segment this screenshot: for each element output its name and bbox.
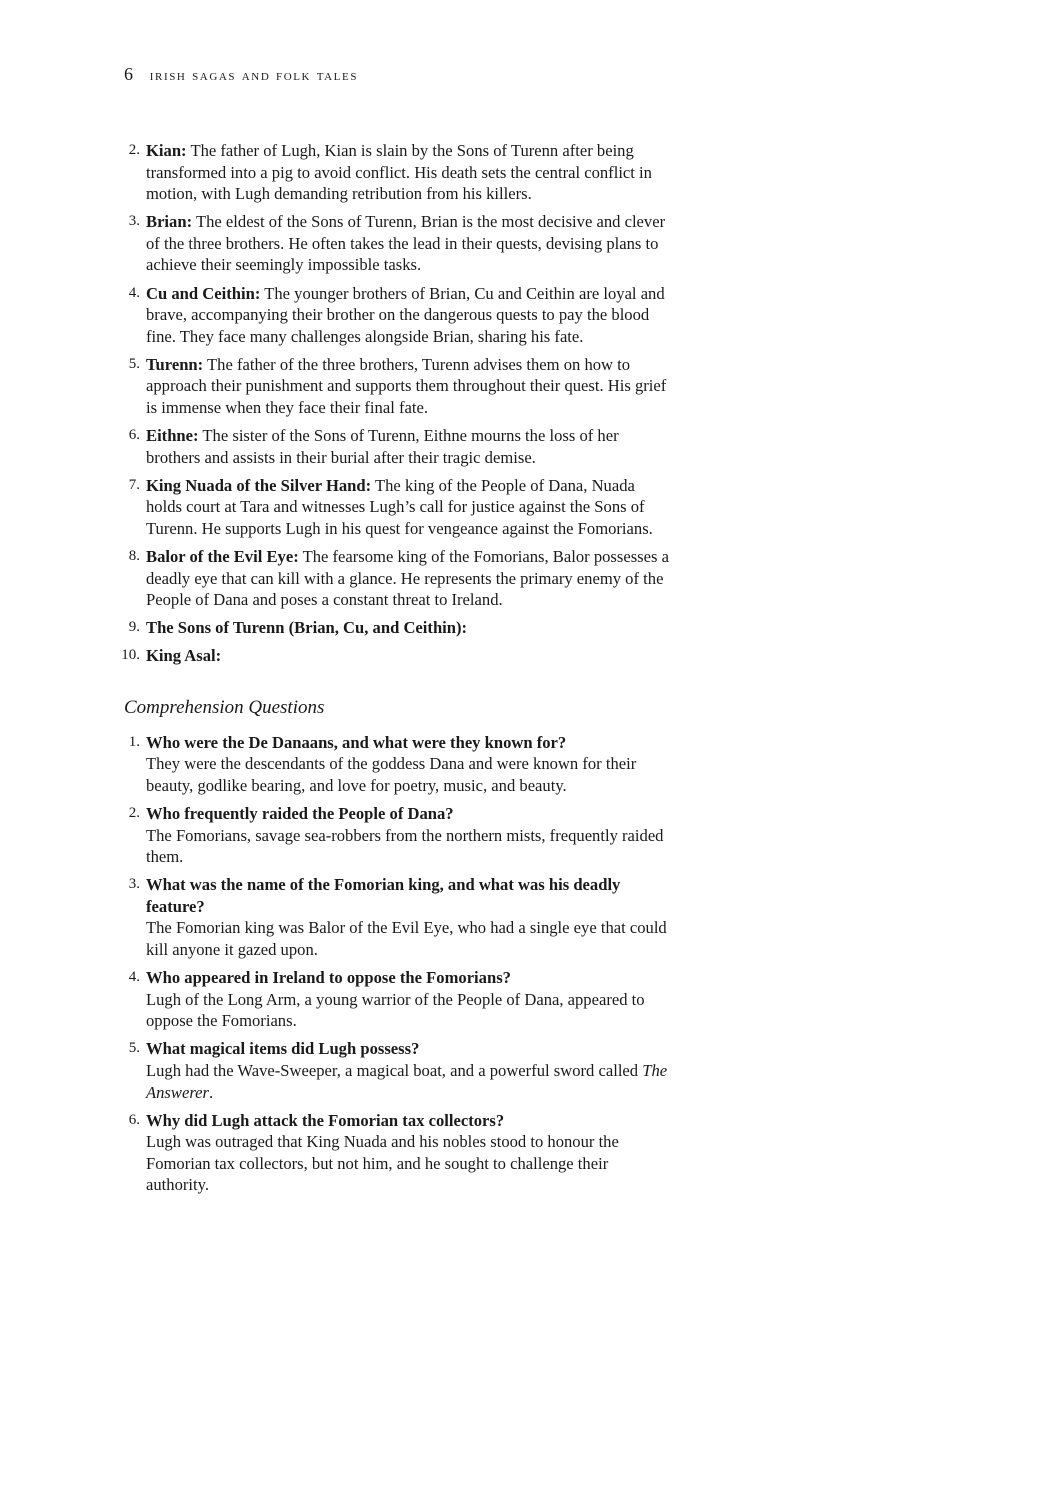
question-item [104, 874, 670, 960]
character-description: The eldest of the Sons of Turenn, Brian is the most decisive and clever of the three brothers. He often takes the lead in their quests, devising plans to achieve their seemingly impossible tasks. [146, 212, 666, 275]
item-number: 5. [128, 355, 140, 372]
item-number: 6. [128, 427, 140, 444]
character-name: Eithne: [146, 426, 199, 446]
question-item [104, 1038, 670, 1103]
character-name: King Asal: [146, 646, 222, 666]
item-number: 3. [128, 213, 140, 230]
item-number: 10. [121, 647, 140, 664]
question-number: 5. [128, 1040, 140, 1057]
question-number: 4. [128, 969, 140, 986]
character-item [104, 283, 670, 348]
answer-text: They were the descendants of the goddess Dana and were known for their beauty, godlike bearing, and love for poetry, music, and beauty. [146, 754, 637, 795]
answer-text: The Fomorians, savage sea-robbers from the northern mists, frequently raided them. [146, 825, 664, 867]
page-body [104, 140, 670, 1203]
answer-text: Lugh was outraged that King Nuada and his nobles stood to honour the Fomorian tax collectors, but not him, and he sought to challenge their authority. [146, 1132, 619, 1195]
character-name: King Nuada of the Silver Hand: [146, 475, 372, 495]
character-item [104, 425, 670, 468]
question-text: Who appeared in Ireland to oppose the Fomorians? [146, 968, 511, 988]
book-title: irish sagas and folk tales [149, 67, 359, 84]
character-name: Cu and Ceithin: [146, 283, 261, 303]
character-item [104, 211, 670, 276]
answer-text-end: . [209, 1082, 214, 1102]
item-number: 2. [128, 142, 140, 158]
character-description: The father of Lugh, Kian is slain by the Sons of Turenn after being transformed into a pig to avoid conflict. His death sets the central conflict in motion, with Lugh demanding retribution from his killers. [146, 141, 652, 204]
character-description: The fearsome king of the Fomorians, Balor possesses a deadly eye that can kill with a glance. He represents the primary enemy of the People of Dana and poses a constant threat to Ireland. [146, 547, 669, 610]
character-name: Kian: [146, 141, 187, 160]
item-number: 7. [128, 476, 140, 493]
question-text: What magical items did Lugh possess? [146, 1039, 420, 1059]
character-name: Turenn: [146, 354, 204, 374]
section-heading: Comprehension Questions [124, 697, 325, 719]
character-item [104, 617, 670, 639]
answer-text [146, 1060, 670, 1103]
answer-text: The Fomorian king was Balor of the Evil Eye, who had a single eye that could kill anyone it gazed upon. [146, 918, 667, 959]
question-text: What was the name of the Fomorian king, and what was his deadly feature? [146, 875, 621, 916]
character-item [104, 354, 670, 419]
answer-text-start: Lugh had the Wave-Sweeper, a magical boat, and a powerful sword called [146, 1060, 639, 1080]
italic-title: The Answerer [146, 1060, 668, 1102]
answer-text: Lugh of the Long Arm, a young warrior of the People of Dana, appeared to oppose the Fomorians. [146, 989, 645, 1031]
character-description: The king of the People of Dana, Nuada holds court at Tara and witnesses Lugh’s call for justice against the Sons of Turenn. He supports Lugh in his quest for vengeance against the Fomorians. [146, 475, 653, 538]
character-item [104, 645, 670, 667]
running-head [124, 64, 358, 85]
question-number: 2. [128, 804, 140, 821]
character-description: The sister of the Sons of Turenn, Eithne mourns the loss of her brothers and assists in their burial after their tragic demise. [146, 426, 619, 467]
question-text: Why did Lugh attack the Fomorian tax collectors? [146, 1110, 505, 1130]
question-item [104, 967, 670, 1032]
character-name: The Sons of Turenn (Brian, Cu, and Ceithin): [146, 618, 468, 638]
question-item [104, 803, 670, 868]
page-number: 6 [124, 64, 134, 84]
character-description: The younger brothers of Brian, Cu and Ceithin are loyal and brave, accompanying their brother on the dangerous quests to pay the blood fine. They face many challenges alongside Brian, sharing his fate. [146, 283, 665, 346]
question-text: Who frequently raided the People of Dana? [146, 803, 454, 823]
character-name: Brian: [146, 212, 193, 232]
character-item [104, 475, 670, 540]
character-name: Balor of the Evil Eye: [146, 547, 299, 567]
item-number: 4. [128, 284, 140, 301]
character-list [104, 140, 670, 667]
character-item [104, 546, 670, 611]
character-description: The father of the three brothers, Turenn advises them on how to approach their punishment and supports them throughout their quest. His grief is immense when they face their final fate. [146, 354, 667, 418]
question-text: Who were the De Danaans, and what were they known for? [146, 732, 567, 752]
item-number: 8. [128, 548, 140, 565]
question-number: 6. [128, 1111, 140, 1128]
question-item [104, 1110, 670, 1196]
question-number: 3. [128, 876, 140, 893]
question-item [104, 732, 670, 797]
character-item [104, 140, 670, 205]
item-number: 9. [128, 619, 140, 636]
question-number: 1. [128, 733, 140, 750]
question-list [104, 732, 670, 1196]
